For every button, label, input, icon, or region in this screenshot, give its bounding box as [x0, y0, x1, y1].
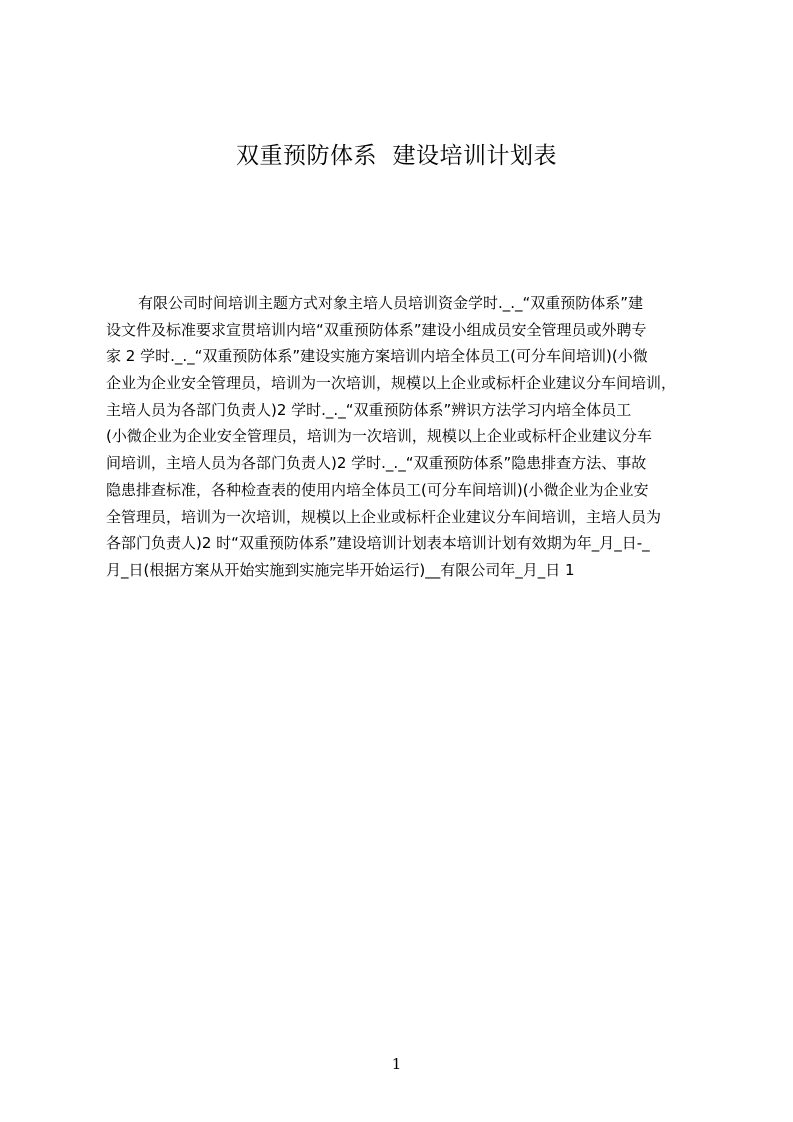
body-line: 家 2 学时._._“双重预防体系”建设实施方案培训内培全体员工(可分车间培训)(小微: [106, 347, 648, 366]
page-number: 1: [391, 1055, 402, 1073]
document-title: 双重预防体系 建设培训计划表: [235, 143, 558, 169]
document-body: [106, 290, 698, 584]
body-line: (小微企业为企业安全管理员，培训为一次培训，规模以上企业或标杆企业建议分车: [106, 427, 652, 446]
body-line: 间培训，主培人员为各部门负责人)2 学时._._“双重预防体系”隐患排查方法、事故: [106, 454, 647, 473]
body-line: 月_日(根据方案从开始实施到实施完毕开始运行)__有限公司年_月_日 1: [106, 560, 575, 579]
body-line: 隐患排查标准，各种检查表的使用内培全体员工(可分车间培训)(小微企业为企业安: [106, 480, 649, 499]
body-line: 企业为企业安全管理员，培训为一次培训，规模以上企业或标杆企业建议分车间培训，: [106, 374, 677, 393]
body-line: 有限公司时间培训主题方式对象主培人员培训资金学时._._“双重预防体系”建: [138, 294, 644, 312]
body-line: 全管理员，培训为一次培训，规模以上企业或标杆企业建议分车间培训，主培人员为: [106, 507, 662, 526]
body-line: 主培人员为各部门负责人)2 学时._._“双重预防体系”辨识方法学习内培全体员工: [106, 400, 632, 419]
body-line: 各部门负责人)2 时“双重预防体系”建设培训计划表本培训计划有效期为年_月_日-_: [106, 534, 650, 553]
body-line: 设文件及标准要求宣贯培训内培“双重预防体系”建设小组成员安全管理员或外聘专: [106, 320, 647, 339]
